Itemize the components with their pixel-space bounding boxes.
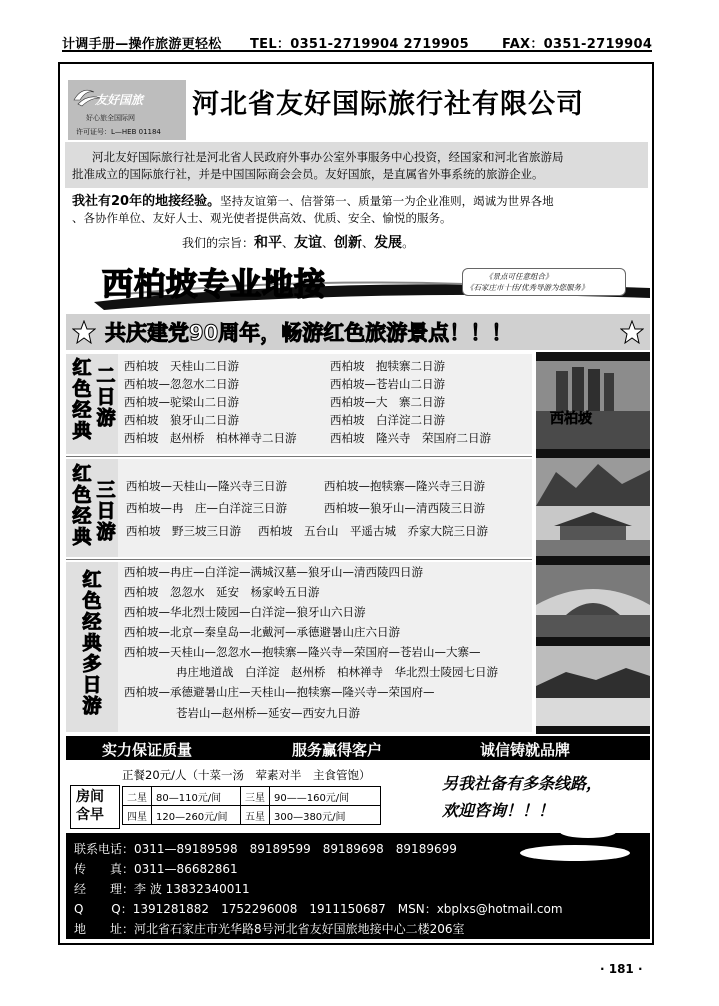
film-strip — [536, 637, 650, 646]
film-strip — [536, 352, 650, 361]
motto-prefix: 我们的宗旨： — [182, 236, 255, 250]
manager-label: 经 理： — [74, 882, 135, 896]
table-cell: 120—260元/间 — [152, 806, 241, 825]
route-item: 西柏坡 赵州桥 柏林禅寺二日游 — [124, 431, 297, 445]
banner-note-2: 《石家庄市十佳/优秀导游为您服务》 — [466, 283, 589, 292]
mountain-photo — [536, 458, 650, 506]
manager-value: 李 波 13832340011 — [134, 882, 250, 896]
logo-brand: 友好国旅 — [95, 93, 144, 107]
top-underline — [62, 50, 652, 52]
film-strip — [536, 556, 650, 565]
table-cell: 90——160元/间 — [270, 787, 381, 806]
route-item: 西柏坡 五台山 平遥古城 乔家大院三日游 — [258, 524, 488, 538]
lake-photo — [536, 646, 650, 726]
table-cell: 300—380元/间 — [270, 806, 381, 825]
company-motto — [182, 232, 414, 252]
experience-line-2: 、各协作单位、友好人士、观光使者提供高效、优质、安全、愉悦的服务。 — [72, 211, 452, 225]
intro-line-1: 河北友好国际旅行社是河北省人民政府外事办公室外事服务中心投资，经国家和河北省旅游局 — [92, 150, 564, 164]
bridge-photo — [536, 565, 650, 637]
route-item: 西柏坡—天桂山—忽忽水—抱犊寨—隆兴寺—荣国府—苍岩山—大寨— — [124, 645, 481, 659]
route-item: 西柏坡—大 寨二日游 — [330, 395, 445, 409]
route-item: 西柏坡 白洋淀二日游 — [330, 413, 445, 427]
route-item: 西柏坡—承德避暑山庄—天桂山—抱犊寨—隆兴寺—荣国府— — [124, 685, 435, 699]
motto-word: 友谊 — [294, 235, 323, 251]
qq-label: Q Q： — [74, 902, 133, 916]
motto-word: 和平 — [254, 235, 283, 251]
route-item: 西柏坡—冉 庄—白洋淀三日游 — [126, 501, 287, 515]
phone-label: 联系电话： — [74, 842, 135, 856]
route-item: 西柏坡—冉庄—白洋淀—满城汉墓—狼牙山—清西陵四日游 — [124, 565, 423, 579]
contact-fax — [74, 860, 238, 877]
banner-note-1: 《景点可任意组合》 — [485, 272, 553, 281]
route-item: 西柏坡—天桂山—隆兴寺三日游 — [126, 479, 287, 493]
motto-end: 。 — [402, 236, 415, 250]
table-row — [123, 787, 381, 806]
license-number: 许可证号：L—HEB 01184 — [76, 128, 161, 136]
value-quality: 实力保证质量 — [102, 741, 193, 759]
route-item: 西柏坡—忽忽水二日游 — [124, 377, 239, 391]
route-item: 西柏坡 隆兴寺 荣国府二日游 — [330, 431, 491, 445]
route-item: 冉庄地道战 白洋淀 赵州桥 柏林禅寺 华北烈士陵园七日游 — [176, 665, 498, 679]
table-cell: 五星 — [241, 806, 270, 825]
address-label: 地 址： — [74, 922, 135, 936]
route-item: 西柏坡 天桂山二日游 — [124, 359, 239, 373]
table-row — [123, 806, 381, 825]
motto-word: 发展 — [374, 235, 403, 251]
experience-highlight: 我社有20年的地接经验。 — [72, 194, 221, 209]
section-2day-label-a: 红色经典 — [72, 357, 92, 442]
route-item: 西柏坡—狼牙山—清西陵三日游 — [324, 501, 485, 515]
route-item: 西柏坡—苍岩山二日游 — [330, 377, 445, 391]
film-strip — [536, 726, 650, 734]
promo-line-1: 另我社备有多条线路， — [442, 774, 603, 793]
section-2day-label-b: 二日游 — [96, 365, 116, 429]
room-price-table — [122, 786, 381, 825]
top-bar — [62, 30, 652, 52]
table-cell: 四星 — [123, 806, 152, 825]
route-item: 苍岩山—赵州桥—延安—西安九日游 — [176, 706, 360, 720]
section-divider — [66, 559, 532, 560]
motto-sep: 、 — [362, 236, 375, 250]
section-divider — [66, 456, 532, 457]
qq-value: 1391281882 1752296008 1911150687 MSN：xbplxs@hotmail.com — [132, 902, 563, 916]
motto-sep: 、 — [322, 236, 335, 250]
top-motto: 计调手册—操作旅游更轻松 — [62, 37, 222, 52]
section-3day-label-a: 红色经典 — [72, 463, 92, 548]
film-strip — [536, 449, 650, 458]
decorative-ellipse — [560, 826, 616, 838]
section-3day-label-b: 三日游 — [96, 479, 116, 543]
address-value: 河北省石家庄市光华路8号河北省友好国旅地接中心二楼206室 — [134, 922, 465, 936]
route-item: 西柏坡—抱犊寨—隆兴寺三日游 — [324, 479, 485, 493]
table-cell: 二星 — [123, 787, 152, 806]
table-cell: 三星 — [241, 787, 270, 806]
experience-line-1 — [72, 193, 554, 210]
phone-value: 0311—89189598 89189599 89189698 89189699 — [134, 842, 457, 856]
route-item: 西柏坡—北京—秦皇岛—北戴河—承德避暑山庄六日游 — [124, 625, 400, 639]
page-number: · 181 · — [600, 962, 643, 976]
route-item: 西柏坡—驼梁山二日游 — [124, 395, 239, 409]
motto-word: 创新 — [334, 235, 363, 251]
decorative-ellipse — [520, 845, 630, 861]
contact-manager — [74, 880, 250, 897]
slogan-text: 共庆建党90周年，畅游红色旅游景点！！！ — [105, 321, 513, 345]
meal-price: 正餐20元/人（十菜一汤 荤素对半 主食管饱） — [122, 768, 371, 782]
route-item: 西柏坡 野三坡三日游 — [126, 524, 241, 538]
rooms-label: 房间含早 — [76, 789, 104, 823]
monument-photo — [536, 361, 650, 449]
banner-title: 西柏坡专业地接 — [102, 267, 326, 303]
company-name: 河北省友好国际旅行社有限公司 — [192, 89, 584, 120]
fax-label: 传 真： — [74, 862, 135, 876]
top-tel: TEL：0351-2719904 2719905 — [250, 37, 469, 52]
experience-text: 坚持友谊第一、信誉第一、质量第一为企业准则，竭诚为世界各地 — [220, 194, 554, 208]
contact-phone — [74, 840, 457, 857]
route-item: 西柏坡—华北烈士陵园—白洋淀—狼牙山六日游 — [124, 605, 366, 619]
section-multiday-label: 红色经典多日游 — [82, 569, 102, 717]
contact-qq — [74, 900, 563, 917]
value-service: 服务赢得客户 — [292, 741, 383, 759]
contact-address — [74, 920, 465, 937]
temple-photo — [536, 506, 650, 556]
star-icon — [620, 320, 644, 344]
route-item: 西柏坡 狼牙山二日游 — [124, 413, 239, 427]
star-icon — [72, 320, 96, 344]
intro-line-2: 批准成立的国际旅行社，并是中国国际商会会员。友好国旅，是直属省外事系统的旅游企业。 — [72, 167, 544, 181]
route-item: 西柏坡 抱犊寨二日游 — [330, 359, 445, 373]
route-item: 西柏坡 忽忽水 延安 杨家岭五日游 — [124, 585, 320, 599]
photo-caption: 西柏坡 — [550, 411, 592, 427]
fax-value: 0311—86682861 — [134, 862, 238, 876]
promo-line-2: 欢迎咨询！！！ — [442, 801, 555, 820]
logo-slogan: 好心旅全国际网 — [86, 114, 135, 122]
value-integrity: 诚信铸就品牌 — [480, 741, 571, 759]
table-cell: 80—110元/间 — [152, 787, 241, 806]
motto-sep: 、 — [282, 236, 295, 250]
top-fax: FAX：0351-2719904 — [502, 37, 653, 52]
